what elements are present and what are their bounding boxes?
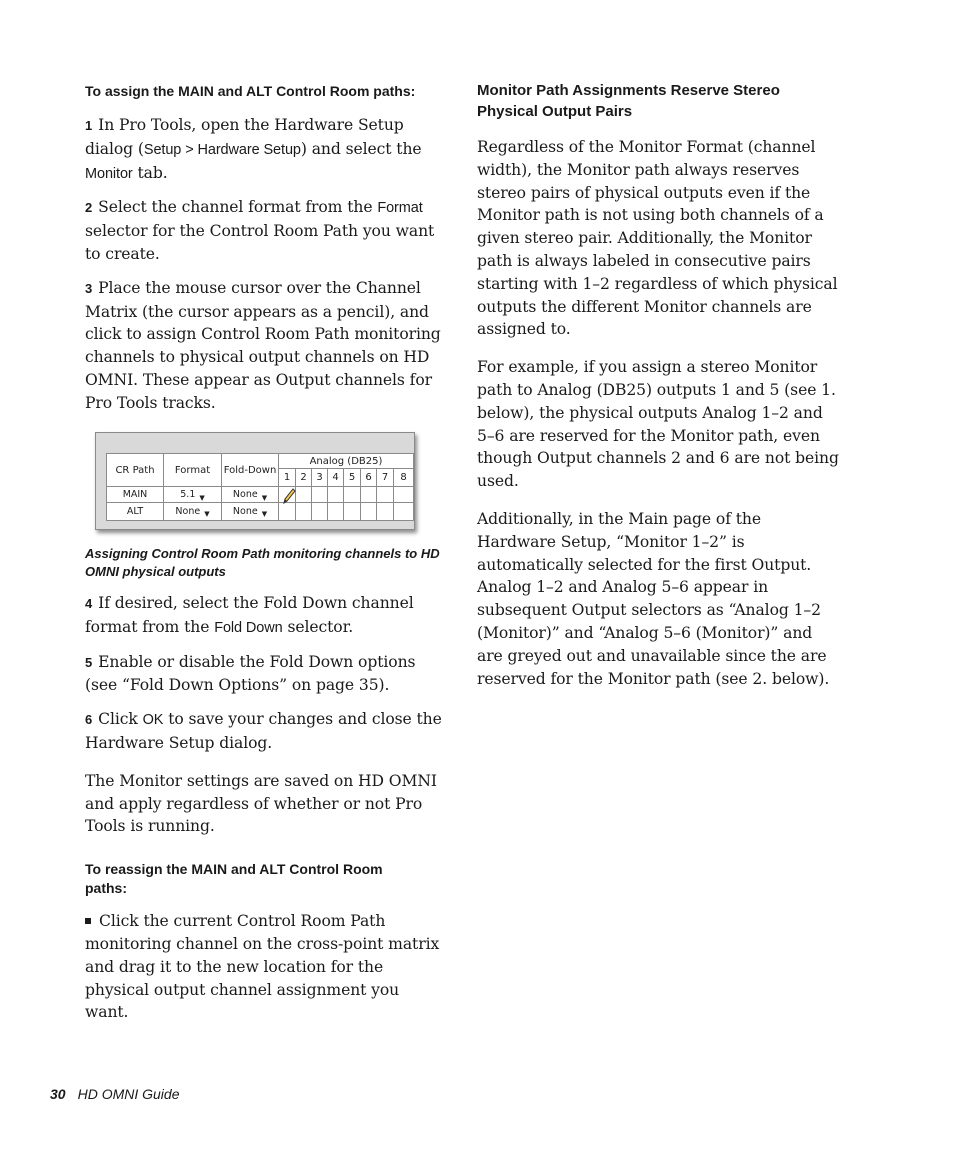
ui-term: Setup > Hardware Setup bbox=[143, 141, 301, 158]
figure-caption: Assigning Control Room Path monitoring channels to HD OMNI physical outputs bbox=[85, 546, 440, 579]
channel-8: 8 bbox=[400, 472, 407, 483]
step-6: 6 Click OK to save your changes and close the Hardware Setup dialog. bbox=[85, 710, 442, 752]
reassign-bullet: Click the current Control Room Path monitoring channel on the cross-point matrix and drag it to the new location for the physical output channel assignment you want. bbox=[85, 912, 440, 1022]
row-main-fold-down[interactable]: None ▼ bbox=[232, 489, 268, 502]
step-number: 6 bbox=[85, 712, 93, 728]
procedure-heading-assign: To assign the MAIN and ALT Control Room paths: bbox=[85, 83, 416, 99]
step-4: 4 If desired, select the Fold Down channel format from the Fold Down selector. bbox=[85, 594, 414, 636]
channel-1: 1 bbox=[283, 472, 291, 483]
channel-7: 7 bbox=[381, 472, 389, 483]
left-column-lower bbox=[85, 545, 445, 1024]
step-number: 2 bbox=[85, 200, 93, 216]
ui-term: Fold Down bbox=[214, 619, 283, 636]
paragraph-main-page: Additionally, in the Main page of the Hardware Setup, “Monitor 1–2” is automatically selected for the first Output. Analog 1–2 and Analog 5–6 appear in subsequent Output selectors as “Analog 1–2 (Monitor)” and “Analog 5–6 (Monitor)” and are greyed out and unavailable since the are reserved for the Monitor path (see 2. below). bbox=[477, 509, 830, 688]
channel-4: 4 bbox=[332, 472, 339, 483]
guide-title: HD OMNI Guide bbox=[77, 1086, 180, 1102]
section-heading: Monitor Path Assignments Reserve Stereo Physical Output Pairs bbox=[477, 82, 780, 120]
dropdown-arrow-icon: ▼ bbox=[204, 510, 210, 518]
channel-2: 2 bbox=[300, 472, 307, 483]
row-alt-fold-down[interactable]: None ▼ bbox=[232, 505, 268, 518]
channel-6: 6 bbox=[365, 472, 372, 483]
bullet-icon bbox=[85, 918, 91, 924]
right-column bbox=[477, 80, 839, 690]
left-column bbox=[85, 80, 445, 415]
channel-5: 5 bbox=[348, 472, 356, 483]
row-alt-path: ALT bbox=[126, 505, 144, 517]
row-main-path: MAIN bbox=[122, 489, 148, 500]
control-room-matrix-figure bbox=[95, 432, 415, 530]
dropdown-arrow-icon: ▼ bbox=[199, 493, 205, 502]
procedure-heading-reassign: To reassign the MAIN and ALT Control Room paths: bbox=[85, 861, 383, 897]
monitor-settings-paragraph: The Monitor settings are saved on HD OMNI and apply regardless of whether or not Pro Tools is running. bbox=[85, 771, 437, 836]
page-footer bbox=[50, 1086, 180, 1102]
matrix-table bbox=[106, 453, 414, 521]
dropdown-arrow-icon: ▼ bbox=[261, 510, 268, 518]
paragraph-reserve-pairs: Regardless of the Monitor Format (channel width), the Monitor path always reserves stereo pairs of physical outputs even if the Monitor path is not using both channels of a given stereo pair. Additionally, the Monitor path is always labeled in consecutive pairs starting with 1–2 regardless of which physical outputs the different Monitor channels are assigned to. bbox=[477, 138, 838, 339]
step-2: 2 Select the channel format from the Format selector for the Control Room Path you want to create. bbox=[85, 198, 435, 263]
header-analog-db25: Analog (DB25) bbox=[309, 455, 383, 467]
channel-3: 3 bbox=[316, 472, 323, 483]
header-format: Format bbox=[174, 464, 211, 476]
step-1: 1 In Pro Tools, open the Hardware Setup dialog (Setup > Hardware Setup) and select the Monitor tab. bbox=[85, 116, 422, 182]
row-alt-format[interactable]: None ▼ bbox=[175, 505, 210, 518]
dropdown-arrow-icon: ▼ bbox=[261, 493, 268, 502]
pencil-cursor-icon bbox=[282, 488, 296, 506]
step-number: 3 bbox=[85, 280, 93, 296]
row-main-format[interactable]: 5.1 ▼ bbox=[180, 489, 205, 502]
header-cr-path: CR Path bbox=[115, 464, 155, 476]
paragraph-example: For example, if you assign a stereo Monitor path to Analog (DB25) outputs 1 and 5 (see 1. below), the physical outputs Analog 1–2 and 5–6 are reserved for the Monitor path, even though Output channels 2 and 6 are not being used. bbox=[477, 358, 839, 491]
page-number: 30 bbox=[50, 1086, 66, 1102]
step-5: 5 Enable or disable the Fold Down options (see “Fold Down Options” on page 35). bbox=[85, 652, 416, 695]
ui-term: OK bbox=[142, 712, 164, 729]
ui-term: Monitor bbox=[85, 165, 133, 182]
step-3: 3 Place the mouse cursor over the Channel Matrix (the cursor appears as a pencil), and click to assign Control Room Path monitoring channels to physical output channels on HD OMNI. These appear as Output channels for Pro Tools tracks. bbox=[85, 278, 441, 412]
header-fold-down: Fold-Down bbox=[223, 464, 277, 476]
step-number: 4 bbox=[85, 596, 93, 611]
ui-term: Format bbox=[377, 200, 423, 217]
step-number: 1 bbox=[85, 118, 93, 133]
step-number: 5 bbox=[85, 654, 93, 670]
